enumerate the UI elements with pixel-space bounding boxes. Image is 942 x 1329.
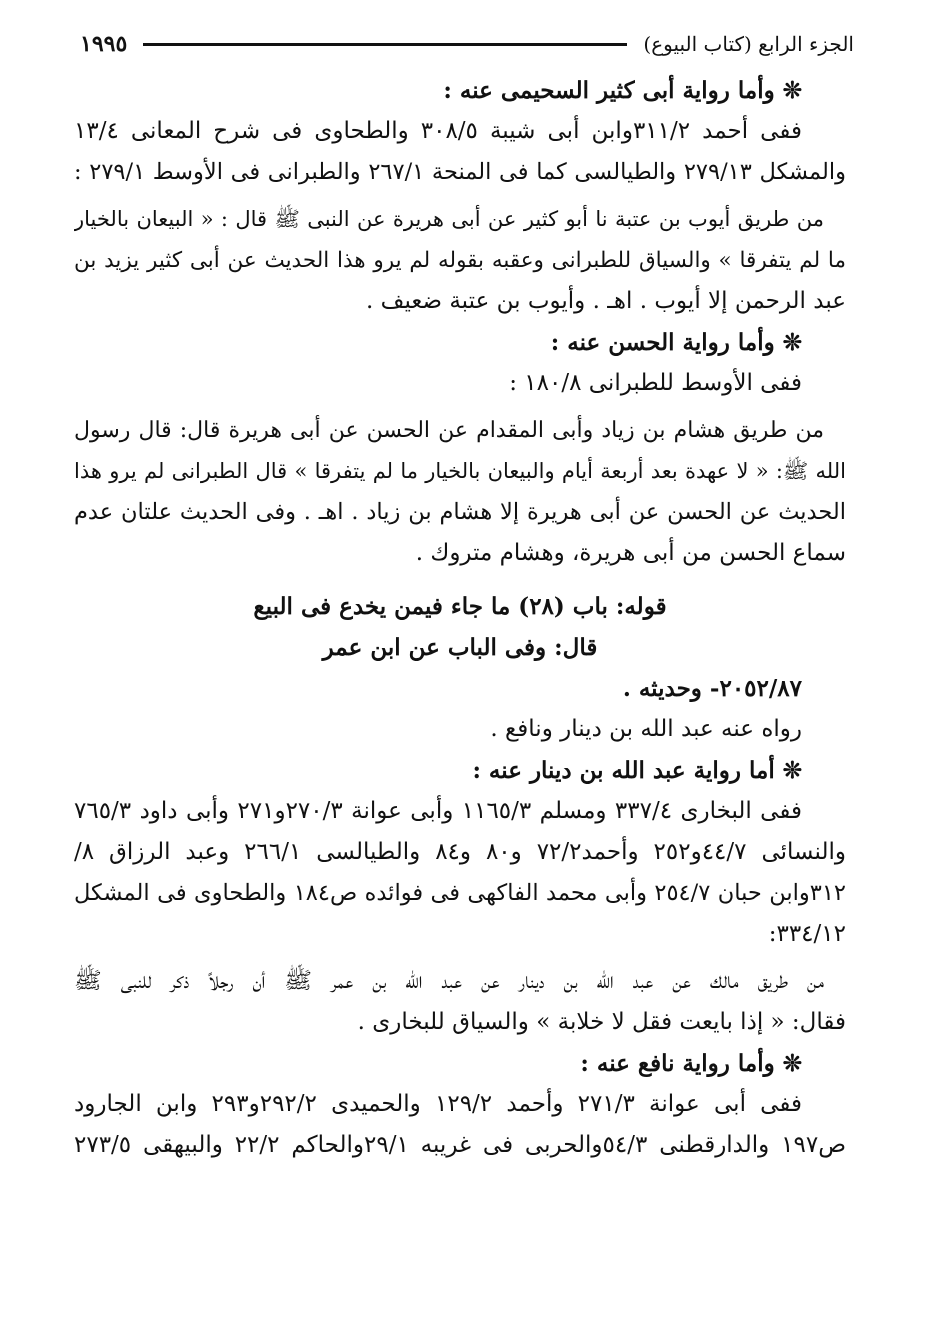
- text-line: عبد الرحمن إلا أيوب . اهـ . وأيوب بن عتبة ضعيف .: [366, 288, 846, 314]
- section-heading: ❊ وأما رواية الحسن عنه :: [550, 329, 802, 356]
- text-line: ففى أحمد ٣١١/٢وابن أبى شيبة ٣٠٨/٥ والطحاوى فى شرح المعانى ١٣/٤: [74, 118, 802, 144]
- text-line: من طريق أيوب بن عتبة نا أبو كثير عن أبى هريرة عن النبى ﷺ قال : « البيعان بالخيار: [74, 207, 824, 231]
- text-line: ففى البخارى ٣٣٧/٤ ومسلم ١١٦٥/٣ وأبى عوانة ٢٧٠/٣و٢٧١ وأبى داود ٧٦٥/٣: [74, 798, 802, 824]
- text-line: ففى الأوسط للطبرانى ١٨٠/٨ :: [509, 370, 802, 396]
- page-number: ١٩٩٥: [80, 31, 128, 57]
- text-line: سماع الحسن من أبى هريرة، وهشام متروك .: [415, 540, 846, 566]
- text-line: رواه عنه عبد الله بن دينار ونافع .: [490, 716, 802, 742]
- section-heading: ❊ وأما رواية أبى كثير السحيمى عنه :: [443, 77, 802, 104]
- section-heading: ❊ وأما رواية نافع عنه :: [580, 1050, 802, 1077]
- text-line: الله ﷺ: « لا عهدة بعد أربعة أيام والبيعان بالخيار ما لم يتفرقا » قال الطبرانى لم يرو هذا: [74, 459, 846, 483]
- text-line: والمشكل ٢٧٩/١٣ والطيالسى كما فى المنحة ٢٦٧/١ والطبرانى فى الأوسط ٢٧٩/١ :: [74, 159, 846, 185]
- text-line: ٣١٢وابن حبان ٢٥٤/٧ وأبى محمد الفاكهى فى فوائده ص١٨٤ والطحاوى فى المشكل: [74, 880, 846, 906]
- text-line: الحديث عن الحسن عن أبى هريرة إلا هشام بن زياد . اهـ . وفى الحديث علتان عدم: [74, 499, 846, 525]
- header-title: الجزء الرابع (كتاب البيوع): [643, 32, 854, 56]
- text-line: فقال: « إذا بايعت فقل لا خلابة » والسياق للبخارى .: [357, 1009, 846, 1035]
- section-heading: ❊ أما رواية عبد الله بن دينار عنه :: [472, 757, 802, 784]
- text-line: من طريق هشام بن زياد وأبى المقدام عن الحسن عن أبى هريرة قال: قال رسول: [74, 418, 824, 443]
- text-line: ٣٣٤/١٢:: [768, 921, 846, 947]
- header-rule: [143, 43, 627, 46]
- page-body: [74, 70, 846, 1166]
- text-line: ففى أبى عوانة ٢٧١/٣ وأحمد ١٢٩/٢ والحميدى ٢٩٢/٢و٢٩٣ وابن الجارود: [74, 1091, 802, 1117]
- text-line: والنسائى ٤٤/٧و٢٥٢ وأحمد٧٢/٢ و٨٠ و٨٤ والطيالسى ٢٦٦/١ وعبد الرزاق ٨/: [74, 839, 846, 865]
- chapter-title: قوله: باب (٢٨) ما جاء فيمن يخدع فى البيع: [253, 593, 667, 620]
- chapter-subtitle: قال: وفى الباب عن ابن عمر: [322, 634, 598, 661]
- hadith-number: ٢٠٥٢/٨٧- وحديثه .: [622, 675, 802, 702]
- text-line: ما لم يتفرقا » والسياق للطبرانى وعقبه بقوله لم يرو هذا الحديث عن أبى كثير يزيد بن: [74, 248, 846, 273]
- running-header: [80, 24, 854, 64]
- text-line: من طريق مالك عن عبد الله بن دينار عن عبد الله بن عمر ﷺ أن رجلاً ذكر للنبى ﷺ: [74, 968, 824, 994]
- text-line: ص١٩٧ والدارقطنى ٥٤/٣والحربى فى غريبه ٢٩/١والحاكم ٢٢/٢ والبيهقى ٢٧٣/٥: [74, 1132, 846, 1158]
